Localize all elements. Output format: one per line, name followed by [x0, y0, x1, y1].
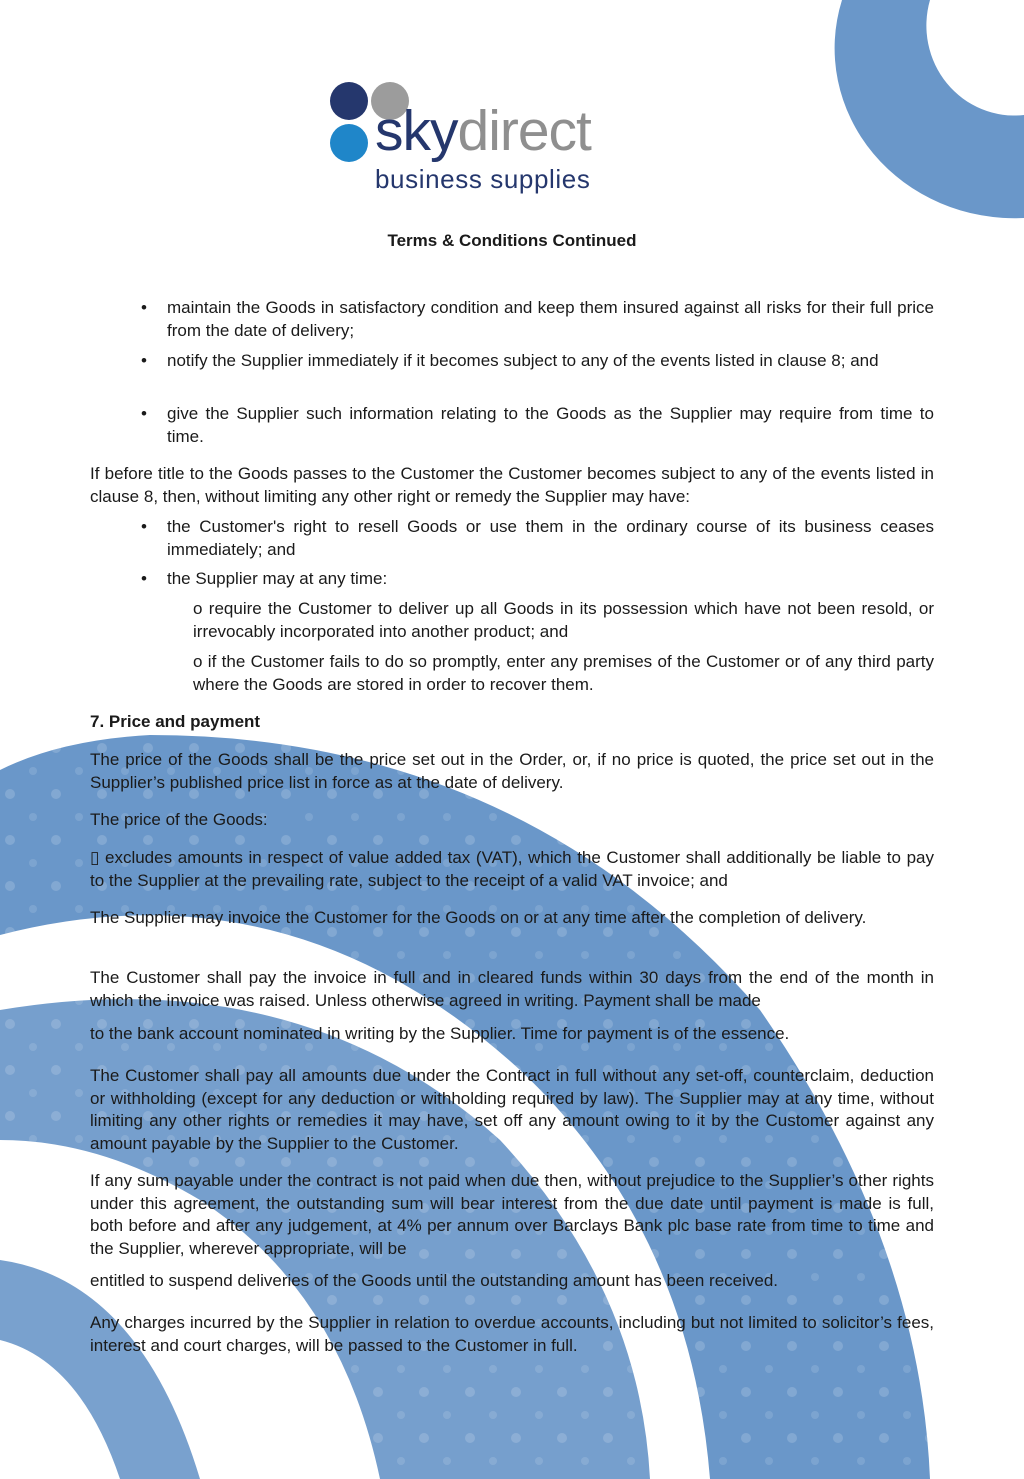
bullet-icon: • [141, 351, 147, 370]
list-item [141, 297, 934, 342]
paragraph: If before title to the Goods passes to the Customer the Customer becomes subject to any of the events listed in clause 8, then, without limiting any other right or remedy the Supplier may have: [90, 464, 934, 506]
list-item [141, 350, 934, 373]
list-item-text: give the Supplier such information relating to the Goods as the Supplier may require from time to time. [167, 404, 934, 446]
missing-glyph-icon: ▯ [90, 848, 100, 867]
sub-list-item: o if the Customer fails to do so promptly, enter any premises of the Customer or of any third party where the Goods are stored in order to recover them. [193, 652, 934, 694]
paragraph: Any charges incurred by the Supplier in relation to overdue accounts, including but not limited to solicitor’s fees, interest and court charges, will be passed to the Customer in full. [90, 1313, 934, 1355]
logo-navy-dot [330, 82, 368, 120]
bullet-icon: • [141, 517, 147, 536]
paragraph: The Customer shall pay the invoice in full and in cleared funds within 30 days from the end of the month in which the invoice was raised. Unless otherwise agreed in writing. Payment shall be made [90, 968, 934, 1010]
bullet-icon: • [141, 569, 147, 588]
paragraph: The Customer shall pay all amounts due under the Contract in full without any set-off, counterclaim, deduction or withholding (except for any deduction or withholding required by law). The Supplier may at any time, without limiting any other rights or remedies it may have, set off any amount owing to it by the Customer against any amount payable by the Supplier to the Customer. [90, 1066, 934, 1153]
list-item [141, 516, 934, 561]
list-item-text: the Customer's right to resell Goods or use them in the ordinary course of its business ceases immediately; and [167, 517, 934, 559]
bullet-icon: • [141, 298, 147, 317]
paragraph: The price of the Goods: [90, 810, 268, 829]
paragraph: to the bank account nominated in writing by the Supplier. Time for payment is of the essence. [90, 1024, 790, 1043]
logo-blue-dot [330, 124, 368, 162]
logo-brand-sky: sky [375, 99, 458, 163]
sub-list-item: o require the Customer to deliver up all Goods in its possession which have not been resold, or irrevocably incorporated into another product; and [193, 599, 934, 641]
paragraph: The price of the Goods shall be the price set out in the Order, or, if no price is quoted, the price set out in the Supplier’s published price list in force as at the date of delivery. [90, 750, 934, 792]
bullet-icon: • [141, 404, 147, 423]
logo-brand-direct: direct [457, 99, 591, 163]
list-item [141, 403, 934, 448]
section-heading: 7. Price and payment [90, 712, 261, 731]
paragraph: entitled to suspend deliveries of the Goods until the outstanding amount has been received. [90, 1271, 779, 1290]
paragraph: The Supplier may invoice the Customer for the Goods on or at any time after the completion of delivery. [90, 908, 867, 927]
list-item [141, 568, 934, 591]
skyedirect-logo [328, 80, 668, 200]
paragraph [90, 847, 934, 892]
page-title: Terms & Conditions Continued [387, 231, 637, 250]
paragraph-text: excludes amounts in respect of value added tax (VAT), which the Customer shall additionally be liable to pay to the Supplier at the prevailing rate, subject to the receipt of a valid VAT invoice; and [90, 848, 934, 890]
logo-tagline: business supplies [375, 164, 591, 194]
list-item-text: maintain the Goods in satisfactory condition and keep them insured against all risks for their full price from the date of delivery; [167, 298, 934, 340]
logo-wordmark [375, 98, 591, 164]
list-item-text: notify the Supplier immediately if it becomes subject to any of the events listed in clause 8; and [167, 351, 879, 370]
list-item-text: the Supplier may at any time: [167, 569, 388, 588]
paragraph: If any sum payable under the contract is not paid when due then, without prejudice to the Supplier’s other rights under this agreement, the outstanding sum will bear interest from the due date until payment is made is full, both before and after any judgement, at 4% per annum over Barclays Bank plc base rate from time to time and the Supplier, wherever appropriate, will be [90, 1171, 934, 1258]
